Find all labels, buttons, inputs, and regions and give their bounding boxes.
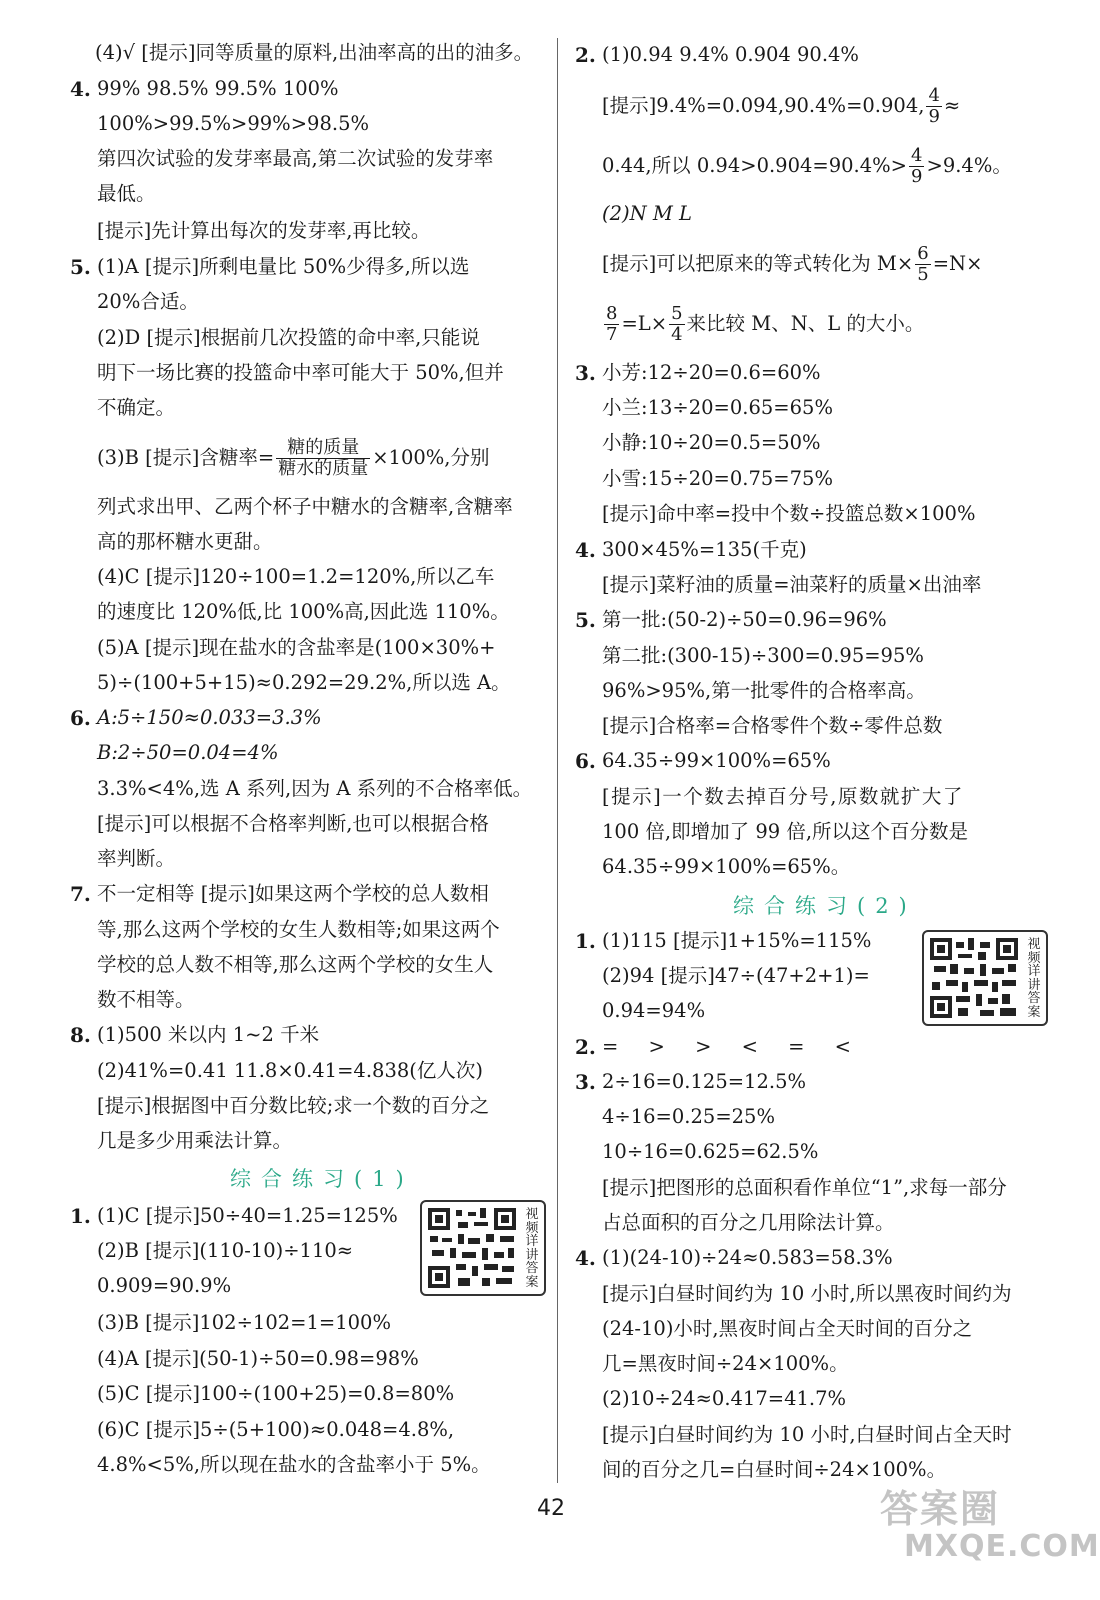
text-fragment: ≈ [943, 94, 961, 117]
text-line: 间的百分之几=白昼时间÷24×100%。 [602, 1458, 947, 1481]
fraction-line [602, 296, 924, 352]
denominator: 7 [606, 323, 618, 345]
question-number: 2. [575, 1035, 596, 1059]
fraction [276, 438, 370, 479]
fraction [915, 244, 930, 285]
text-line: 100 倍,即增加了 99 倍,所以这个百分数是 [602, 820, 969, 843]
question-number: 2. [575, 43, 596, 67]
question-number: 5. [70, 255, 91, 279]
watermark-url: MXQE.COM [904, 1529, 1100, 1564]
text-line: (2)B [提示](110-10)÷110≈ [97, 1239, 354, 1262]
text-line: (5)A [提示]现在盐水的含盐率是(100×30%+ [97, 636, 496, 659]
text-line: 0.94=94% [602, 999, 706, 1022]
text-line: 5)÷(100+5+15)≈0.292=29.2%,所以选 A。 [97, 671, 511, 694]
text-fragment: 来比较 M、N、L 的大小。 [686, 312, 925, 335]
watermark [880, 1478, 1100, 1564]
text-line: A:5÷150≈0.033=3.3% [97, 706, 322, 729]
denominator: 9 [911, 165, 923, 187]
text-line: (1)115 [提示]1+15%=115% [602, 929, 872, 952]
text-fragment: [提示]可以把原来的等式转化为 M× [602, 252, 914, 275]
text-line: 小静:10÷20=0.5=50% [602, 431, 821, 454]
text-fragment: 0.44,所以 0.94>0.904=90.4%> [602, 154, 908, 177]
denominator: 4 [671, 323, 683, 345]
question-number: 8. [70, 1023, 91, 1047]
text-line: (1)0.94 9.4% 0.904 90.4% [602, 43, 859, 66]
question-number: 7. [70, 882, 91, 906]
text-line: 小雪:15÷20=0.75=75% [602, 467, 833, 490]
text-line: 2÷16=0.125=12.5% [602, 1070, 807, 1093]
text-fragment: ×100%,分别 [372, 446, 490, 469]
text-line: (4)C [提示]120÷100=1.2=120%,所以乙车 [97, 565, 495, 588]
text-line: 第四次试验的发芽率最高,第二次试验的发芽率 [97, 147, 494, 170]
hint-line: [提示]合格率=合格零件个数÷零件总数 [602, 714, 943, 737]
numerator: 糖的质量 [276, 438, 370, 459]
qr-pattern [428, 1208, 516, 1288]
fraction [926, 86, 941, 127]
text-line: 高的那杯糖水更甜。 [97, 530, 273, 553]
text-line: 最低。 [97, 182, 156, 205]
question-number: 1. [575, 929, 596, 953]
question-number: 6. [575, 749, 596, 773]
question-number: 3. [575, 1070, 596, 1094]
qr-pattern [930, 938, 1018, 1018]
text-line: (24-10)小时,黑夜时间占全天时间的百分之 [602, 1317, 973, 1340]
text-line: (2)N M L [602, 202, 692, 225]
text-fragment: =L× [621, 312, 668, 335]
hint-line: [提示]白昼时间约为 10 小时,所以黑夜时间约为 [602, 1282, 1012, 1305]
denominator: 9 [928, 105, 940, 127]
text-line: 100%>99.5%>99%>98.5% [97, 112, 370, 135]
qr-label: 视频详讲答案 [525, 1207, 539, 1290]
text-line: (2)41%=0.41 11.8×0.41=4.838(亿人次) [97, 1059, 483, 1082]
section-title: 综合练习(1) [230, 1167, 414, 1191]
text-line: B:2÷50=0.04=4% [97, 741, 279, 764]
denominator: 糖水的质量 [278, 457, 369, 479]
text-fragment: [提示]9.4%=0.094,90.4%=0.904, [602, 94, 925, 117]
text-line: 300×45%=135(千克) [602, 538, 807, 561]
fraction [604, 304, 619, 345]
question-number: 5. [575, 608, 596, 632]
denominator: 5 [917, 263, 929, 285]
hint-line: [提示]一个数去掉百分号,原数就扩大了 [602, 785, 964, 808]
watermark-logo-text: 答案圈 [880, 1487, 1001, 1531]
text-line: (1)A [提示]所剩电量比 50%少得多,所以选 [97, 255, 470, 278]
text-line: 列式求出甲、乙两个杯子中糖水的含糖率,含糖率 [97, 495, 513, 518]
numerator: 4 [911, 144, 923, 166]
text-line: 20%合适。 [97, 290, 199, 313]
text-line: 的速度比 120%低,比 100%高,因此选 110%。 [97, 600, 510, 623]
text-line: 10÷16=0.625=62.5% [602, 1140, 819, 1163]
question-number: 4. [70, 77, 91, 101]
text-line: (4)A [提示](50-1)÷50=0.98=98% [97, 1347, 419, 1370]
text-line: (6)C [提示]5÷(5+100)≈0.048=4.8%, [97, 1418, 455, 1441]
text-line: 64.35÷99×100%=65% [602, 749, 831, 772]
hint-line: [提示]可以根据不合格率判断,也可以根据合格 [97, 812, 489, 835]
text-line: 小兰:13÷20=0.65=65% [602, 396, 833, 419]
text-line: 0.909=90.9% [97, 1274, 232, 1297]
text-line: (3)B [提示]102÷102=1=100% [97, 1311, 391, 1334]
text-line: (1)C [提示]50÷40=1.25=125% [97, 1204, 398, 1227]
text-line: 64.35÷99×100%=65%。 [602, 855, 851, 878]
text-line: 4.8%<5%,所以现在盐水的含盐率小于 5%。 [97, 1453, 491, 1476]
text-line: 等,那么这两个学校的女生人数相等;如果这两个 [97, 918, 500, 941]
text-line: (4)√ [提示]同等质量的原料,出油率高的出的油多。 [95, 41, 534, 64]
question-number: 4. [575, 538, 596, 562]
hint-line: [提示]菜籽油的质量=油菜籽的质量×出油率 [602, 573, 982, 596]
text-fragment: >9.4%。 [926, 154, 1012, 177]
sugar-formula-line [97, 428, 490, 488]
text-line: 几=黑夜时间÷24×100%。 [602, 1352, 849, 1375]
text-fragment: =N× [932, 252, 983, 275]
text-line: 率判断。 [97, 847, 176, 870]
text-line: 第二批:(300-15)÷300=0.95=95% [602, 644, 924, 667]
text-line: 小芳:12÷20=0.6=60% [602, 361, 821, 384]
section-title: 综合练习(2) [733, 894, 917, 918]
hint-line: [提示]把图形的总面积看作单位“1”,求每一部分 [602, 1176, 1007, 1199]
hint-line: [提示]命中率=投中个数÷投篮总数×100% [602, 502, 976, 525]
text-line: 99% 98.5% 99.5% 100% [97, 77, 339, 100]
text-fragment: (3)B [提示]含糖率= [97, 446, 275, 469]
qr-code[interactable] [922, 930, 1048, 1026]
hint-line: [提示]先计算出每次的发芽率,再比较。 [97, 219, 431, 242]
text-line: 不确定。 [97, 396, 176, 419]
qr-label: 视频详讲答案 [1027, 937, 1041, 1020]
text-line: (2)10÷24≈0.417=41.7% [602, 1387, 847, 1410]
qr-code[interactable] [420, 1200, 546, 1296]
text-line: 96%>95%,第一批零件的合格率高。 [602, 679, 926, 702]
numerator: 4 [928, 84, 940, 106]
fraction [669, 304, 684, 345]
text-line: (1)(24-10)÷24≈0.583=58.3% [602, 1246, 893, 1269]
text-line: 几是多少用乘法计算。 [97, 1129, 293, 1152]
question-number: 3. [575, 361, 596, 385]
text-line: 3.3%<4%,选 A 系列,因为 A 系列的不合格率低。 [97, 777, 533, 800]
text-line: 第一批:(50-2)÷50=0.96=96% [602, 608, 887, 631]
numerator: 5 [671, 302, 683, 324]
text-line: 4÷16=0.25=25% [602, 1105, 775, 1128]
text-line: 明下一场比赛的投篮命中率可能大于 50%,但并 [97, 361, 504, 384]
text-line: 占总面积的百分之几用除法计算。 [602, 1211, 895, 1234]
text-line: (2)94 [提示]47÷(47+2+1)= [602, 964, 870, 987]
question-number: 4. [575, 1246, 596, 1270]
numerator: 6 [917, 242, 929, 264]
fraction-line [602, 138, 1012, 194]
text-line: (2)D [提示]根据前几次投篮的命中率,只能说 [97, 326, 480, 349]
text-line: (5)C [提示]100÷(100+25)=0.8=80% [97, 1382, 455, 1405]
text-line: (1)500 米以内 1~2 千米 [97, 1023, 320, 1046]
text-line: 数不相等。 [97, 988, 195, 1011]
text-line: 学校的总人数不相等,那么这两个学校的女生人 [97, 953, 494, 976]
page-number: 42 [537, 1496, 565, 1521]
fraction [909, 146, 924, 187]
hint-line: [提示]根据图中百分数比较;求一个数的百分之 [97, 1094, 490, 1117]
fraction-line [602, 236, 982, 292]
text-line: 不一定相等 [提示]如果这两个学校的总人数相 [97, 882, 489, 905]
hint-line: [提示]白昼时间约为 10 小时,白昼时间占全天时 [602, 1423, 1012, 1446]
text-line: = > > < = < [602, 1035, 864, 1058]
fraction-line [602, 78, 960, 134]
numerator: 8 [606, 302, 618, 324]
question-number: 6. [70, 706, 91, 730]
column-divider [557, 38, 558, 1483]
question-number: 1. [70, 1204, 91, 1228]
